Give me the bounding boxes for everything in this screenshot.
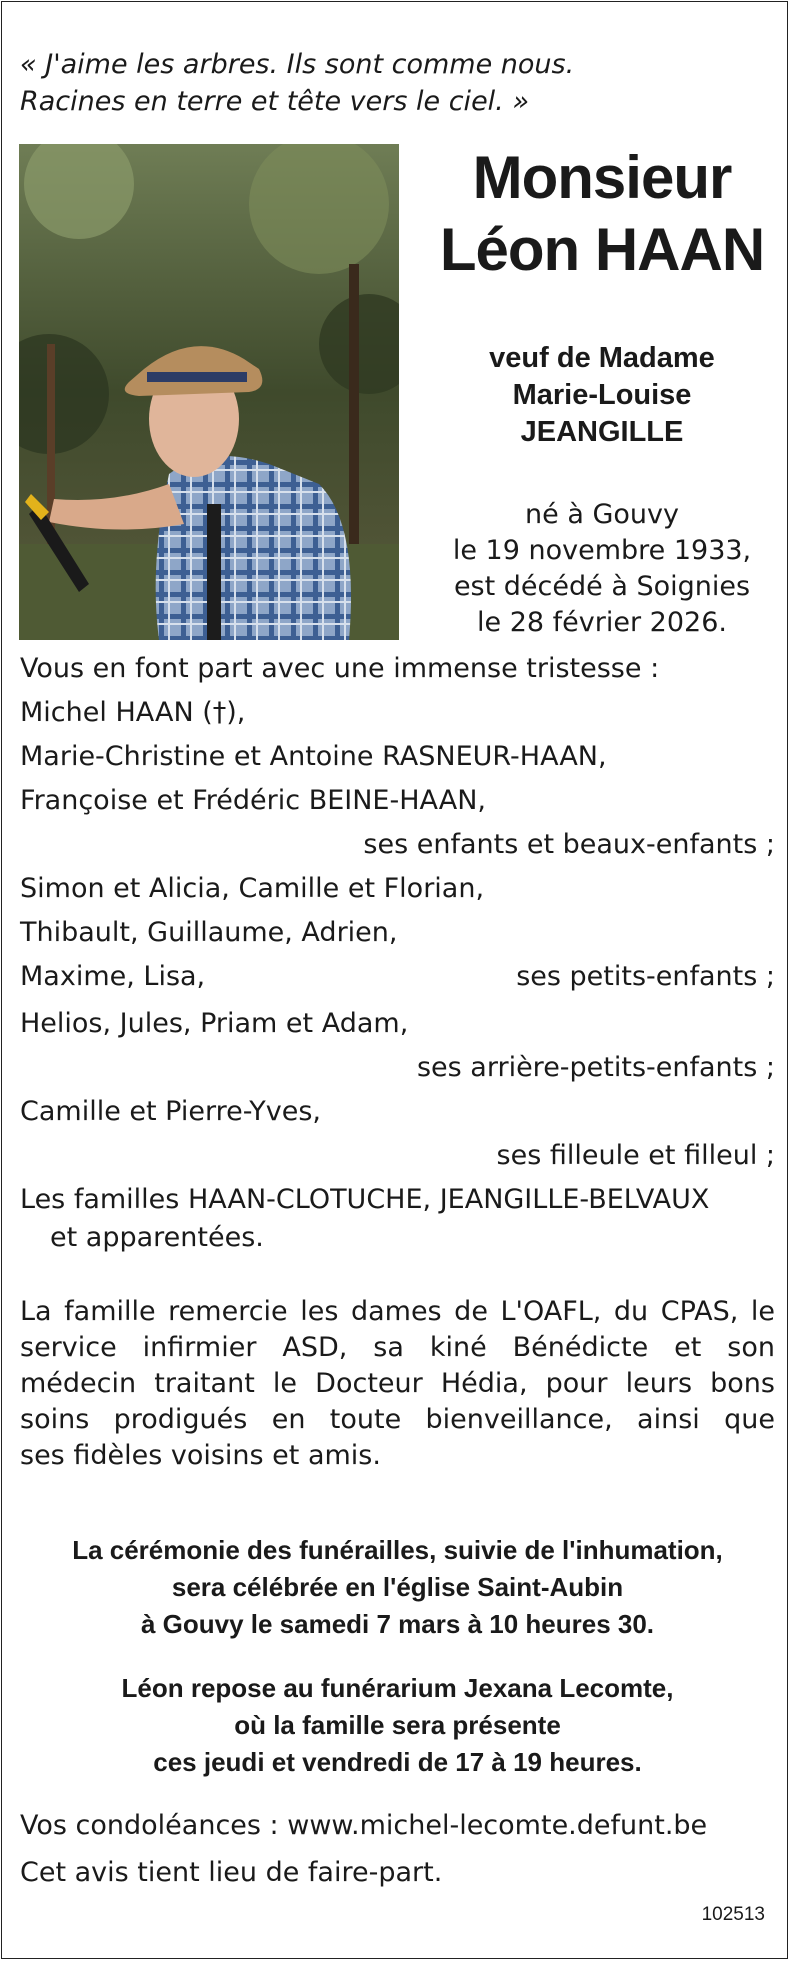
family-member: Marie-Christine et Antoine RASNEUR-HAAN, bbox=[20, 741, 607, 772]
death-line: le 28 février 2026. bbox=[477, 607, 727, 638]
footer bbox=[20, 1802, 780, 1896]
notice-line: Cet avis tient lieu de faire-part. bbox=[20, 1857, 443, 1888]
thanks-line: La famille remercie les dames de L'OAFL, du CPAS, le bbox=[20, 1296, 775, 1327]
ceremony-line: sera célébrée en l'église Saint-Aubin bbox=[171, 1572, 624, 1602]
family-member: Helios, Jules, Priam et Adam, bbox=[20, 1008, 409, 1039]
death-line: est décédé à Soignies bbox=[453, 571, 751, 602]
family-intro: Vous en font part avec une immense tristesse : bbox=[20, 653, 660, 684]
family-role: ses enfants et beaux-enfants ; bbox=[363, 829, 775, 860]
deceased-fullname: Léon HAAN bbox=[439, 216, 765, 283]
family-member: Michel HAAN (†), bbox=[20, 697, 246, 728]
family-member: Les familles HAAN-CLOTUCHE, JEANGILLE-BELVAUX bbox=[20, 1184, 710, 1215]
ceremony-line: à Gouvy le samedi 7 mars à 10 heures 30. bbox=[140, 1609, 655, 1639]
family-list bbox=[20, 647, 775, 999]
family-role: ses petits-enfants ; bbox=[516, 961, 775, 992]
family-role: ses filleule et filleul ; bbox=[496, 1140, 775, 1171]
quote-line: Racines en terre et tête vers le ciel. » bbox=[20, 86, 530, 117]
family-member: et apparentées. bbox=[50, 1222, 264, 1253]
thanks-line: ses fidèles voisins et amis. bbox=[20, 1440, 381, 1471]
condolences-line: Vos condoléances : www.michel-lecomte.defunt.be bbox=[20, 1810, 708, 1841]
thanks-line: soins prodigués en toute bienveillance, ainsi que bbox=[20, 1404, 775, 1435]
visitation-line: Léon repose au funérarium Jexana Lecomte, bbox=[121, 1673, 674, 1703]
ceremony-line: La cérémonie des funérailles, suivie de l'inhumation, bbox=[72, 1535, 723, 1565]
family-role: ses arrière-petits-enfants ; bbox=[416, 1052, 775, 1083]
family-member: Thibault, Guillaume, Adrien, bbox=[20, 917, 398, 948]
birth-line: le 19 novembre 1933, bbox=[452, 535, 752, 566]
epigraph-quote bbox=[20, 46, 720, 120]
family-member: Simon et Alicia, Camille et Florian, bbox=[20, 873, 485, 904]
deceased-name bbox=[422, 142, 782, 286]
obituary-notice bbox=[1, 1, 788, 1959]
thanks-line: médecin traitant le Docteur Hédia, pour leurs bons bbox=[20, 1368, 775, 1399]
widow-of bbox=[422, 340, 782, 451]
birth-line: né à Gouvy bbox=[525, 499, 679, 530]
widow-line: veuf de Madame bbox=[489, 342, 715, 374]
family-row bbox=[20, 955, 775, 999]
visitation-line: où la famille sera présente bbox=[234, 1710, 561, 1740]
portrait-photo bbox=[19, 144, 399, 640]
deceased-honorific: Monsieur bbox=[472, 144, 732, 211]
family-member: Françoise et Frédéric BEINE-HAAN, bbox=[20, 785, 487, 816]
thanks-line: service infirmier ASD, sa kiné Bénédicte et son bbox=[20, 1332, 775, 1363]
family-member: Maxime, Lisa, bbox=[20, 961, 206, 992]
widow-line: JEANGILLE bbox=[520, 416, 684, 448]
widow-line: Marie-Louise bbox=[512, 379, 692, 411]
visitation-line: ces jeudi et vendredi de 17 à 19 heures. bbox=[153, 1747, 642, 1777]
visitation-info bbox=[20, 1670, 775, 1781]
family-member: Camille et Pierre-Yves, bbox=[20, 1096, 321, 1127]
family-list-continued bbox=[20, 1002, 775, 1260]
reference-number: 102513 bbox=[701, 1904, 765, 1925]
birth-death-info bbox=[422, 497, 782, 641]
thanks-paragraph bbox=[20, 1294, 775, 1474]
quote-line: « J'aime les arbres. Ils sont comme nous. bbox=[20, 49, 575, 80]
ceremony-info bbox=[20, 1532, 775, 1643]
